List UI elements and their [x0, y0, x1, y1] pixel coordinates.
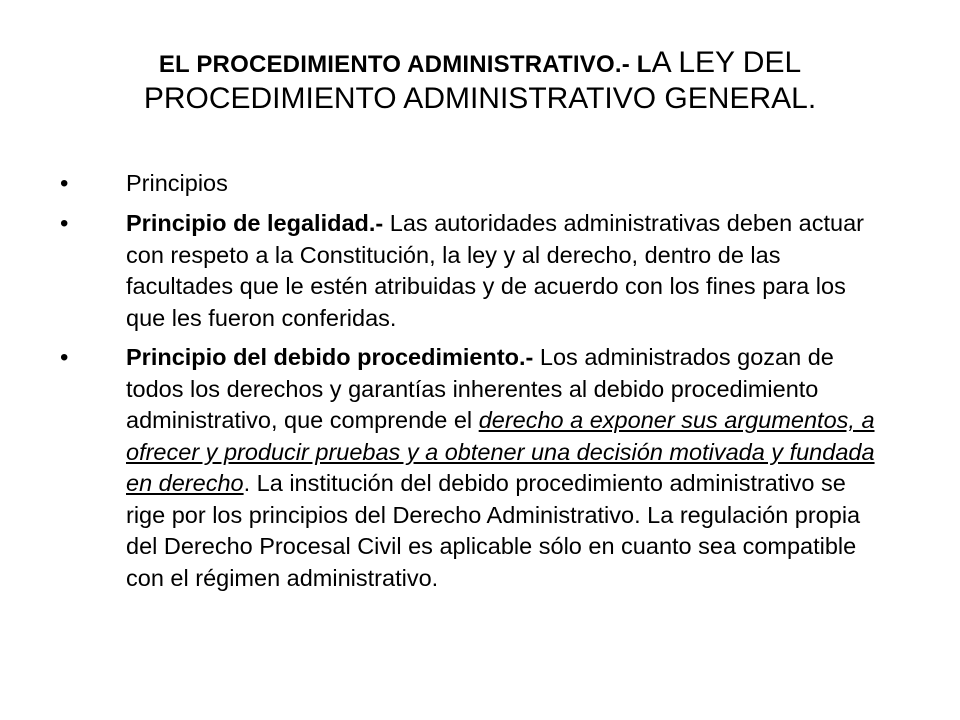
bullet-item-legalidad — [56, 208, 886, 334]
bullet-dot-icon: • — [60, 170, 69, 197]
bullet-item-debido-procedimiento — [56, 342, 886, 594]
title-rest-part: A LEY DEL PROCEDIMIENTO ADMINISTRATIVO GENERAL. — [143, 46, 817, 115]
bullet-dot-icon: • — [60, 344, 69, 371]
slide-title — [60, 45, 900, 117]
bullet-lead: Principio del debido procedimiento.- — [126, 344, 534, 370]
bullet-list — [56, 168, 886, 602]
bullet-item-principios — [56, 168, 886, 200]
title-bold-part: EL PROCEDIMIENTO ADMINISTRATIVO.- L — [158, 51, 652, 78]
bullet-text: Principios — [126, 170, 228, 196]
bullet-text — [126, 342, 886, 594]
bullet-text — [126, 208, 886, 334]
bullet-body-before: Los administrados gozan de todos los derechos y garantías inherentes al debido procedimiento administrativo, que comprende el — [126, 344, 834, 433]
bullet-body: Las autoridades administrativas deben actuar con respeto a la Constitución, la ley y al derecho, dentro de las facultades que le estén atribuidas y de acuerdo con los fines para los que les fueron conferidas. — [126, 210, 864, 331]
bullet-lead: Principio de legalidad.- — [126, 210, 384, 236]
bullet-dot-icon: • — [60, 210, 69, 237]
bullet-emphasis: derecho a exponer sus argumentos, a ofrecer y producir pruebas y a obtener una decisión motivada y fundada en derecho — [126, 407, 875, 496]
bullet-body-after: . La institución del debido procedimiento administrativo se rige por los principios del Derecho Administrativo. La regulación propia del Derecho Procesal Civil es aplicable sólo en cuanto sea compatible con el régimen administrativo. — [126, 470, 861, 591]
